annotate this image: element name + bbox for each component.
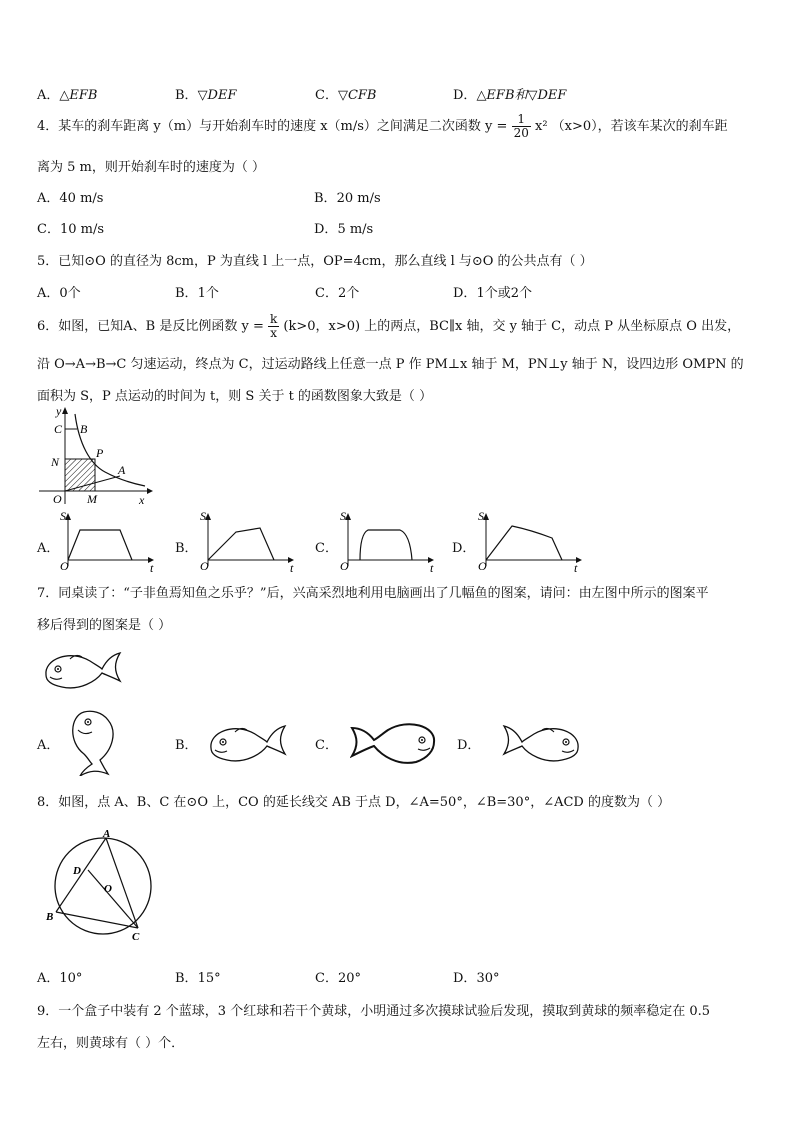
q3-options [37,84,757,104]
q6-label-c: C [54,422,63,436]
q6-graph-d-t: t [574,561,578,572]
q6-graph-a-t: t [150,561,154,572]
q6-hatched-rect [65,459,95,491]
q7-option-c-label: C． [315,738,338,753]
q5-stem: 5．已知⊙O 的直径为 8cm，P 为直线 l 上一点，OP=4cm，那么直线 l 与⊙O 的公共点有（ ） [37,254,593,269]
q6-graph-b-curve [208,528,274,560]
q6-graph-c-t: t [430,561,434,572]
q8-stem: 8．如图，点 A、B、C 在⊙O 上，CO 的延长线交 AB 于点 D，∠A=50°，∠B=30°，∠ACD 的度数为（ ） [37,795,671,810]
q6-graph-d-curve [486,526,562,560]
q8-option-c: C．20° [315,971,361,986]
q6-graph-b [198,510,298,572]
q6-option-b-label: B． [175,541,198,556]
q6-graph-b-t: t [290,561,294,572]
q8-label-c: C [132,931,140,942]
q7-option-d-label: D． [457,738,481,753]
q6-graph-a [58,510,158,572]
q3-option-b: B．▽DEF [175,88,237,103]
fish-reference-icon [40,645,124,693]
q7-option-a-label: A． [37,738,60,753]
q6-graph-b-s: S [200,510,206,523]
q6-label-n: N [51,455,60,469]
q8-circle [55,838,151,934]
q4-options-row2 [37,218,757,238]
q5-options [37,282,757,302]
q6-label-b: B [80,422,88,436]
q7-stem-line1: 7．同桌读了：“子非鱼焉知鱼之乐乎？”后，兴高采烈地利用电脑画出了几幅鱼的图案，请问：由左图中所示的图案平 [37,586,709,601]
q8-label-o: O [104,883,112,895]
q6-label-o: O [53,492,62,506]
q6-graph-b-o: O [200,559,209,572]
q6-graph-c-s: S [340,510,346,523]
fish-option-d-icon [498,718,584,766]
q4-option-a: A．40 m/s [37,191,104,206]
q6-option-c-label: C． [315,541,338,556]
q6-graph-d [476,510,586,572]
q6-graph-a-s: S [60,510,66,523]
q4-option-c: C．10 m/s [37,222,105,237]
q8-label-b: B [46,911,54,923]
q6-graph-a-curve [68,530,132,560]
q6-graph-c-o: O [340,559,349,572]
q4-options-row1 [37,187,757,207]
q6-fraction: $\frac{k}{x}$ [270,312,278,340]
fish-option-b-icon [205,718,289,766]
q8-options [37,967,757,987]
q3-option-a: A．△EFB [37,88,98,103]
q8-label-d: D [73,865,81,877]
q4-stem-line2: 离为 5 m，则开始刹车时的速度为（ ） [37,160,265,175]
q6-stem-line1: 6．如图，已知A、B 是反比例函数 y = $\frac{k}{x}$ (k>0，x>0) 上的两点，BC∥x 轴，交 y 轴于 C，动点 P 从坐标原点 O 出发， [37,312,741,340]
q8-option-a: A．10° [37,971,83,986]
q6-label-x: x [139,493,145,507]
q6-option-d-label: D． [452,541,476,556]
q6-graph-d-s: S [478,510,484,523]
q6-option-a-label: A． [37,541,60,556]
q7-stem-line2: 移后得到的图案是（ ） [37,618,172,633]
q4-option-b: B．20 m/s [314,191,381,206]
q9-stem-line1: 9．一个盒子中装有 2 个蓝球，3 个红球和若干个黄球，小明通过多次摸球试验后发现，摸取到黄球的频率稳定在 0.5 [37,1004,711,1019]
q8-circle-figure [40,828,160,942]
q5-option-c: C．2个 [315,286,360,301]
q6-label-a: A [118,463,126,477]
q5-option-b: B．1个 [175,286,219,301]
q4-option-d: D．5 m/s [314,222,374,237]
q6-figure [35,404,155,508]
q6-label-m: M [87,492,97,506]
q3-option-d: D．△EFB和▽DEF [453,88,567,103]
q3-option-c: C．▽CFB [315,88,377,103]
q8-option-d: D．30° [453,971,500,986]
q6-graph-d-o: O [478,559,487,572]
q4-fraction: $\frac{1}{20}$ [513,112,529,140]
q6-label-p: P [96,446,104,460]
q4-stem-line1: 4．某车的刹车距离 y（m）与开始刹车时的速度 x（m/s）之间满足二次函数 y = $\frac{1}{20}$ x² （x>0），若该车某次的刹车距 [37,112,728,140]
fish-option-a-icon [62,706,132,776]
q6-stem-line2: 沿 O→A→B→C 匀速运动，终点为 C，过运动路线上任意一点 P 作 PM⊥x 轴于 M，PN⊥y 轴于 N，设四边形 OMPN 的 [37,357,744,372]
q8-option-b: B．15° [175,971,221,986]
q8-label-a: A [103,828,111,840]
fish-option-c-icon [350,716,440,768]
q9-stem-line2: 左右，则黄球有（ ）个． [37,1036,185,1051]
q5-option-a: A．0个 [37,286,81,301]
q6-label-y: y [56,404,62,418]
q6-graph-a-o: O [60,559,69,572]
q7-option-b-label: B． [175,738,198,753]
q6-stem-line3: 面积为 S，P 点运动的时间为 t，则 S 关于 t 的函数图象大致是（ ） [37,389,433,404]
q6-graph-c [338,510,438,572]
q6-graph-c-curve [360,530,412,560]
q5-option-d: D．1个或2个 [453,286,532,301]
